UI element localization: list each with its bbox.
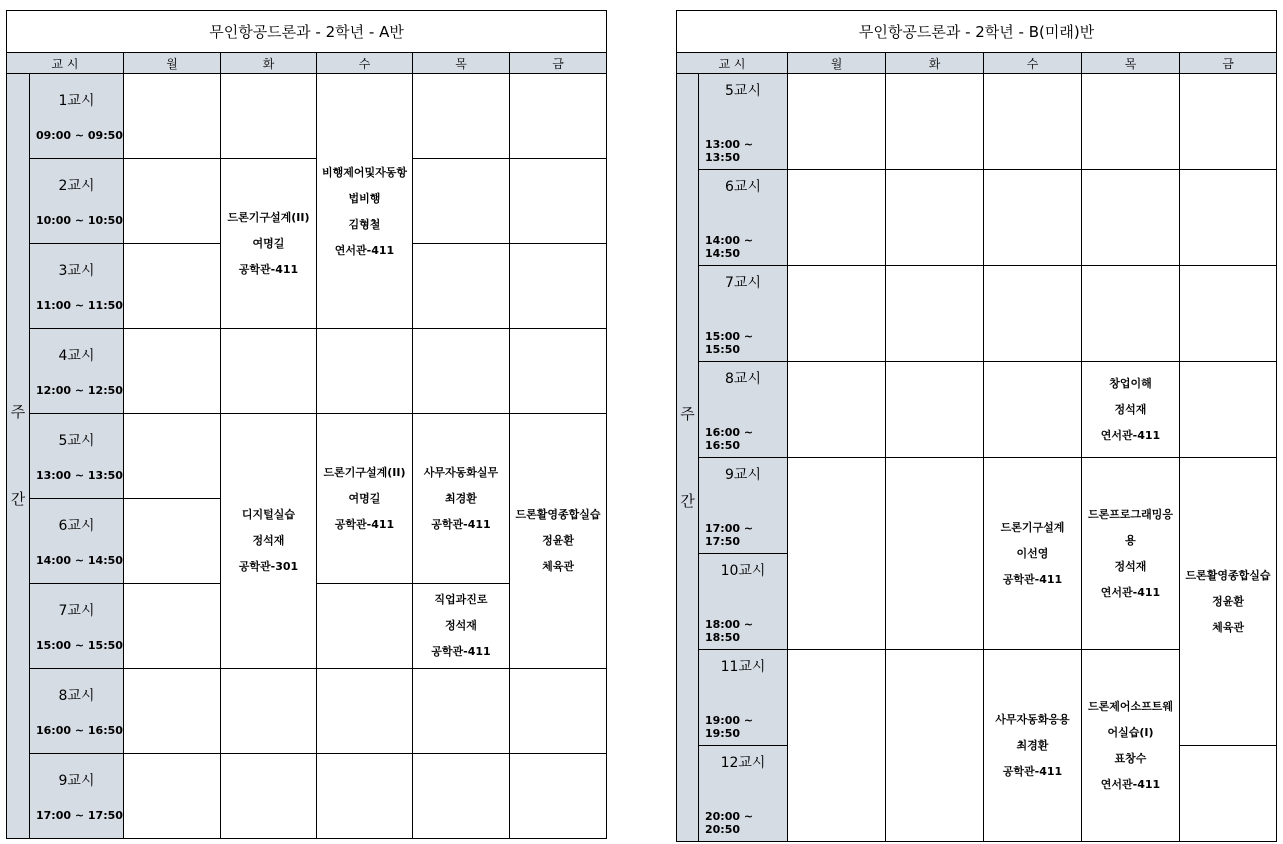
period-time: 10:00 ~ 10:50 bbox=[36, 214, 123, 227]
header-thu: 목 bbox=[1082, 53, 1180, 74]
empty-cell bbox=[413, 669, 510, 754]
period-label: 2교시 bbox=[58, 178, 95, 194]
period-label: 6교시 bbox=[58, 518, 95, 534]
period-cell bbox=[699, 74, 788, 170]
period-label: 11교시 bbox=[720, 658, 766, 675]
empty-cell bbox=[1180, 266, 1277, 362]
empty-cell bbox=[510, 754, 607, 839]
period-time: 11:00 ~ 11:50 bbox=[36, 299, 123, 312]
period-cell bbox=[30, 329, 124, 414]
empty-cell bbox=[788, 362, 886, 458]
period-cell bbox=[699, 362, 788, 458]
empty-cell bbox=[886, 458, 984, 650]
class-digital-practice: 디지털실습 정석재 공학관-301 bbox=[221, 414, 317, 669]
empty-cell bbox=[221, 329, 317, 414]
empty-cell bbox=[510, 329, 607, 414]
empty-cell bbox=[1082, 74, 1180, 170]
period-cell bbox=[30, 754, 124, 839]
period-cell bbox=[699, 650, 788, 746]
empty-cell bbox=[984, 74, 1082, 170]
period-cell bbox=[699, 266, 788, 362]
empty-cell bbox=[221, 754, 317, 839]
empty-cell bbox=[788, 266, 886, 362]
period-label: 8교시 bbox=[725, 370, 761, 387]
empty-cell bbox=[984, 170, 1082, 266]
period-time: 14:00 ~ 14:50 bbox=[705, 233, 754, 260]
class-drone-design: 드론기구설계 이선영 공학관-411 bbox=[984, 458, 1082, 650]
timetable-b bbox=[676, 10, 1277, 842]
empty-cell bbox=[886, 650, 984, 842]
empty-cell bbox=[788, 74, 886, 170]
empty-cell bbox=[1082, 170, 1180, 266]
empty-cell bbox=[510, 74, 607, 159]
header-thu: 목 bbox=[413, 53, 510, 74]
empty-cell bbox=[413, 244, 510, 329]
class-startup: 창업이해 정석재 연서관-411 bbox=[1082, 362, 1180, 458]
header-fri: 금 bbox=[1180, 53, 1277, 74]
empty-cell bbox=[124, 754, 221, 839]
empty-cell bbox=[413, 329, 510, 414]
period-time: 14:00 ~ 14:50 bbox=[36, 554, 123, 567]
class-drone-design: 드론기구설계(II) 여명길 공학관-411 bbox=[221, 159, 317, 329]
header-tue: 화 bbox=[886, 53, 984, 74]
empty-cell bbox=[124, 414, 221, 499]
class-drone-filming: 드론활영종합실습 정윤환 체육관 bbox=[510, 414, 607, 669]
empty-cell bbox=[221, 74, 317, 159]
period-time: 16:00 ~ 16:50 bbox=[705, 425, 754, 452]
empty-cell bbox=[317, 584, 413, 669]
period-label: 6교시 bbox=[725, 178, 761, 195]
header-period: 교 시 bbox=[7, 53, 124, 74]
header-wed: 수 bbox=[984, 53, 1082, 74]
class-office-automation: 사무자동화응용 최경환 공학관-411 bbox=[984, 650, 1082, 842]
empty-cell bbox=[124, 499, 221, 584]
empty-cell bbox=[886, 362, 984, 458]
period-time: 19:00 ~ 19:50 bbox=[705, 713, 754, 740]
timetable-b-title: 무인항공드론과 - 2학년 - B(미래)반 bbox=[677, 11, 1277, 53]
empty-cell bbox=[1180, 746, 1277, 842]
period-cell bbox=[30, 159, 124, 244]
timetable-a-title: 무인항공드론과 - 2학년 - A반 bbox=[7, 11, 607, 53]
period-cell bbox=[30, 74, 124, 159]
empty-cell bbox=[510, 159, 607, 244]
period-time: 12:00 ~ 12:50 bbox=[36, 384, 123, 397]
class-drone-filming: 드론활영종합실습 정윤환 체육관 bbox=[1180, 458, 1277, 746]
period-label: 7교시 bbox=[58, 603, 95, 619]
period-cell bbox=[30, 584, 124, 669]
class-drone-control: 드론제어소프트웨 어실습(I) 표창수 연서관-411 bbox=[1082, 650, 1180, 842]
empty-cell bbox=[413, 74, 510, 159]
empty-cell bbox=[317, 329, 413, 414]
period-cell bbox=[30, 669, 124, 754]
period-label: 4교시 bbox=[58, 348, 95, 364]
period-label: 10교시 bbox=[720, 562, 766, 579]
empty-cell bbox=[317, 754, 413, 839]
header-mon: 월 bbox=[788, 53, 886, 74]
period-time: 16:00 ~ 16:50 bbox=[36, 724, 123, 737]
header-period: 교 시 bbox=[677, 53, 788, 74]
period-time: 13:00 ~ 13:50 bbox=[36, 469, 123, 482]
period-cell bbox=[30, 414, 124, 499]
period-label: 9교시 bbox=[725, 466, 761, 483]
empty-cell bbox=[984, 362, 1082, 458]
daytime-label: 주 간 bbox=[677, 74, 699, 842]
period-time: 15:00 ~ 15:50 bbox=[36, 639, 123, 652]
empty-cell bbox=[984, 266, 1082, 362]
period-label: 5교시 bbox=[725, 82, 761, 99]
empty-cell bbox=[788, 170, 886, 266]
empty-cell bbox=[124, 329, 221, 414]
empty-cell bbox=[124, 244, 221, 329]
empty-cell bbox=[1082, 266, 1180, 362]
period-time: 13:00 ~ 13:50 bbox=[705, 137, 754, 164]
empty-cell bbox=[124, 74, 221, 159]
header-wed: 수 bbox=[317, 53, 413, 74]
empty-cell bbox=[886, 170, 984, 266]
empty-cell bbox=[413, 159, 510, 244]
period-cell bbox=[699, 554, 788, 650]
header-fri: 금 bbox=[510, 53, 607, 74]
period-time: 18:00 ~ 18:50 bbox=[705, 617, 754, 644]
period-time: 17:00 ~ 17:50 bbox=[36, 809, 123, 822]
empty-cell bbox=[124, 584, 221, 669]
empty-cell bbox=[886, 266, 984, 362]
period-cell bbox=[30, 499, 124, 584]
period-time: 20:00 ~ 20:50 bbox=[705, 809, 754, 836]
period-time: 09:00 ~ 09:50 bbox=[36, 129, 123, 142]
period-label: 9교시 bbox=[58, 773, 95, 789]
period-label: 5교시 bbox=[58, 433, 95, 449]
empty-cell bbox=[124, 669, 221, 754]
empty-cell bbox=[317, 669, 413, 754]
period-cell bbox=[30, 244, 124, 329]
period-label: 7교시 bbox=[725, 274, 761, 291]
empty-cell bbox=[788, 458, 886, 650]
period-cell bbox=[699, 458, 788, 554]
empty-cell bbox=[788, 650, 886, 842]
class-drone-programming: 드론프로그래밍응 용 정석재 연서관-411 bbox=[1082, 458, 1180, 650]
empty-cell bbox=[221, 669, 317, 754]
period-label: 3교시 bbox=[58, 263, 95, 279]
empty-cell bbox=[1180, 362, 1277, 458]
header-mon: 월 bbox=[124, 53, 221, 74]
empty-cell bbox=[124, 159, 221, 244]
empty-cell bbox=[1180, 170, 1277, 266]
period-label: 12교시 bbox=[720, 754, 766, 771]
period-label: 8교시 bbox=[58, 688, 95, 704]
class-career: 직업과진로 정석재 공학관-411 bbox=[413, 584, 510, 669]
daytime-label: 주 간 bbox=[7, 74, 30, 839]
empty-cell bbox=[1180, 74, 1277, 170]
period-label: 1교시 bbox=[58, 93, 95, 109]
period-time: 17:00 ~ 17:50 bbox=[705, 521, 754, 548]
empty-cell bbox=[886, 74, 984, 170]
empty-cell bbox=[510, 244, 607, 329]
timetable-a bbox=[6, 10, 607, 839]
class-office-automation: 사무자동화실무 최경환 공학관-411 bbox=[413, 414, 510, 584]
period-cell bbox=[699, 170, 788, 266]
empty-cell bbox=[413, 754, 510, 839]
empty-cell bbox=[510, 669, 607, 754]
period-cell bbox=[699, 746, 788, 842]
class-drone-design: 드론기구설계(II) 여명길 공학관-411 bbox=[317, 414, 413, 584]
class-flight-control: 비행제어및자동항 법비행 김형철 연서관-411 bbox=[317, 74, 413, 329]
header-tue: 화 bbox=[221, 53, 317, 74]
period-time: 15:00 ~ 15:50 bbox=[705, 329, 754, 356]
